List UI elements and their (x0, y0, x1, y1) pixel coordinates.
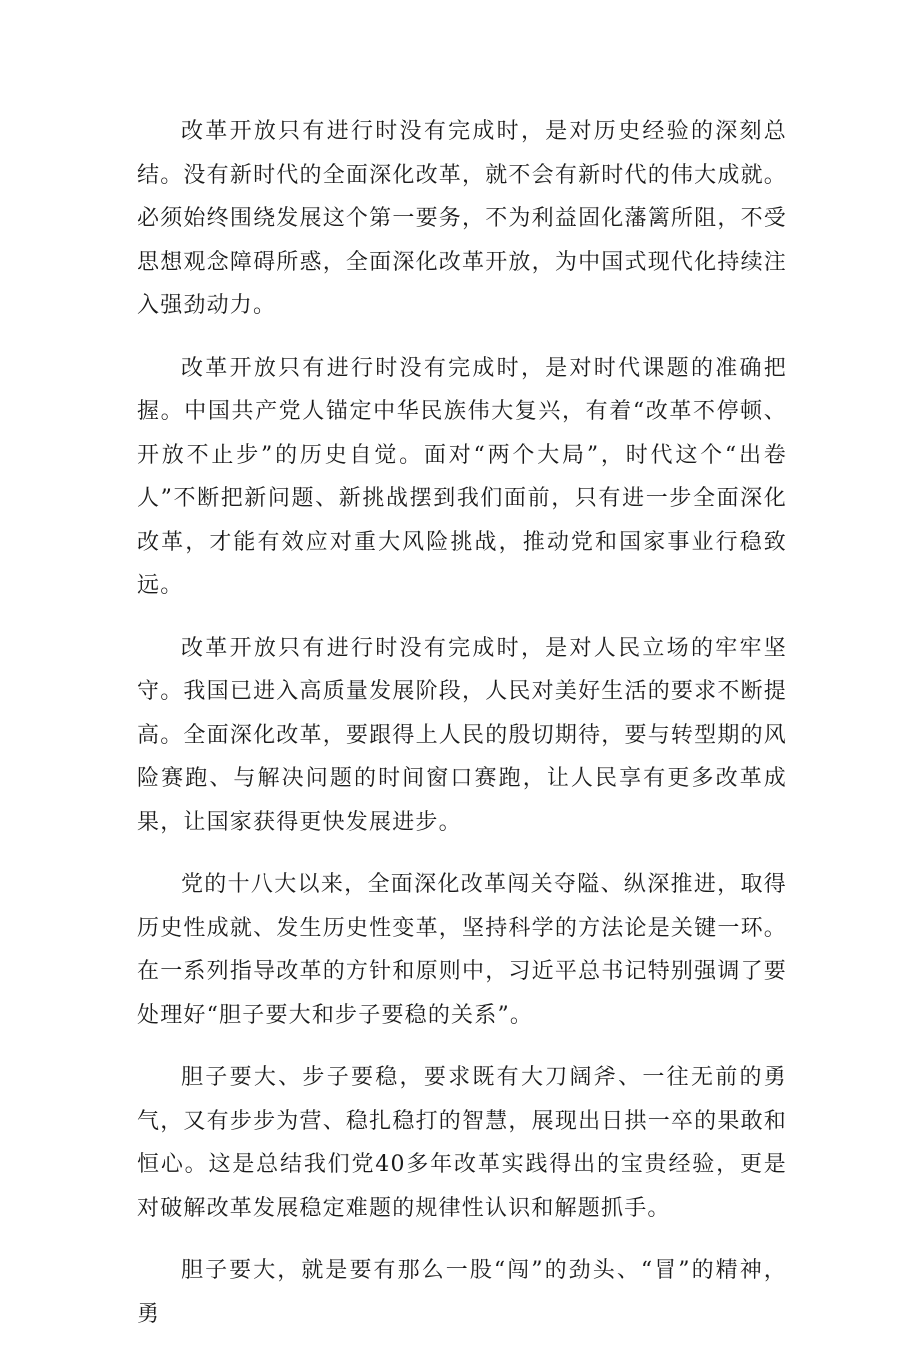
paragraph-6: 胆子要大，就是要有那么一股“闯”的劲头、“冒”的精神，勇 (137, 1258, 787, 1327)
paragraph-5: 胆子要大、步子要稳，要求既有大刀阔斧、一往无前的勇气，又有步步为营、稳扎稳打的智慧，展现出日拱一卒的果敢和恒心。这是总结我们党40多年改革实践得出的宝贵经验，更是对破解改革发展稳定难题的规律性认识和解题抓手。 (137, 1065, 787, 1221)
paragraph-4: 党的十八大以来，全面深化改革闯关夺隘、纵深推进，取得历史性成就、发生历史性变革，坚持科学的方法论是关键一环。在一系列指导改革的方针和原则中，习近平总书记特别强调了要处理好“胆子要大和步子要稳的关系”。 (137, 872, 787, 1028)
paragraph-1: 改革开放只有进行时没有完成时，是对历史经验的深刻总结。没有新时代的全面深化改革，就不会有新时代的伟大成就。必须始终围绕发展这个第一要务，不为利益固化藩篱所阻，不受思想观念障碍所惑，全面深化改革开放，为中国式现代化持续注入强劲动力。 (137, 119, 787, 318)
paragraph-2: 改革开放只有进行时没有完成时，是对时代课题的准确把握。中国共产党人锚定中华民族伟大复兴，有着“改革不停顿、开放不止步”的历史自觉。面对“两个大局”，时代这个“出卷人”不断把新问题、新挑战摆到我们面前，只有进一步全面深化改革，才能有效应对重大风险挑战，推动党和国家事业行稳致远。 (137, 355, 787, 598)
document-body (137, 110, 787, 1355)
paragraph-3: 改革开放只有进行时没有完成时，是对人民立场的牢牢坚守。我国已进入高质量发展阶段，人民对美好生活的要求不断提高。全面深化改革，要跟得上人民的殷切期待，要与转型期的风险赛跑、与解决问题的时间窗口赛跑，让人民享有更多改革成果，让国家获得更快发展进步。 (137, 635, 787, 835)
